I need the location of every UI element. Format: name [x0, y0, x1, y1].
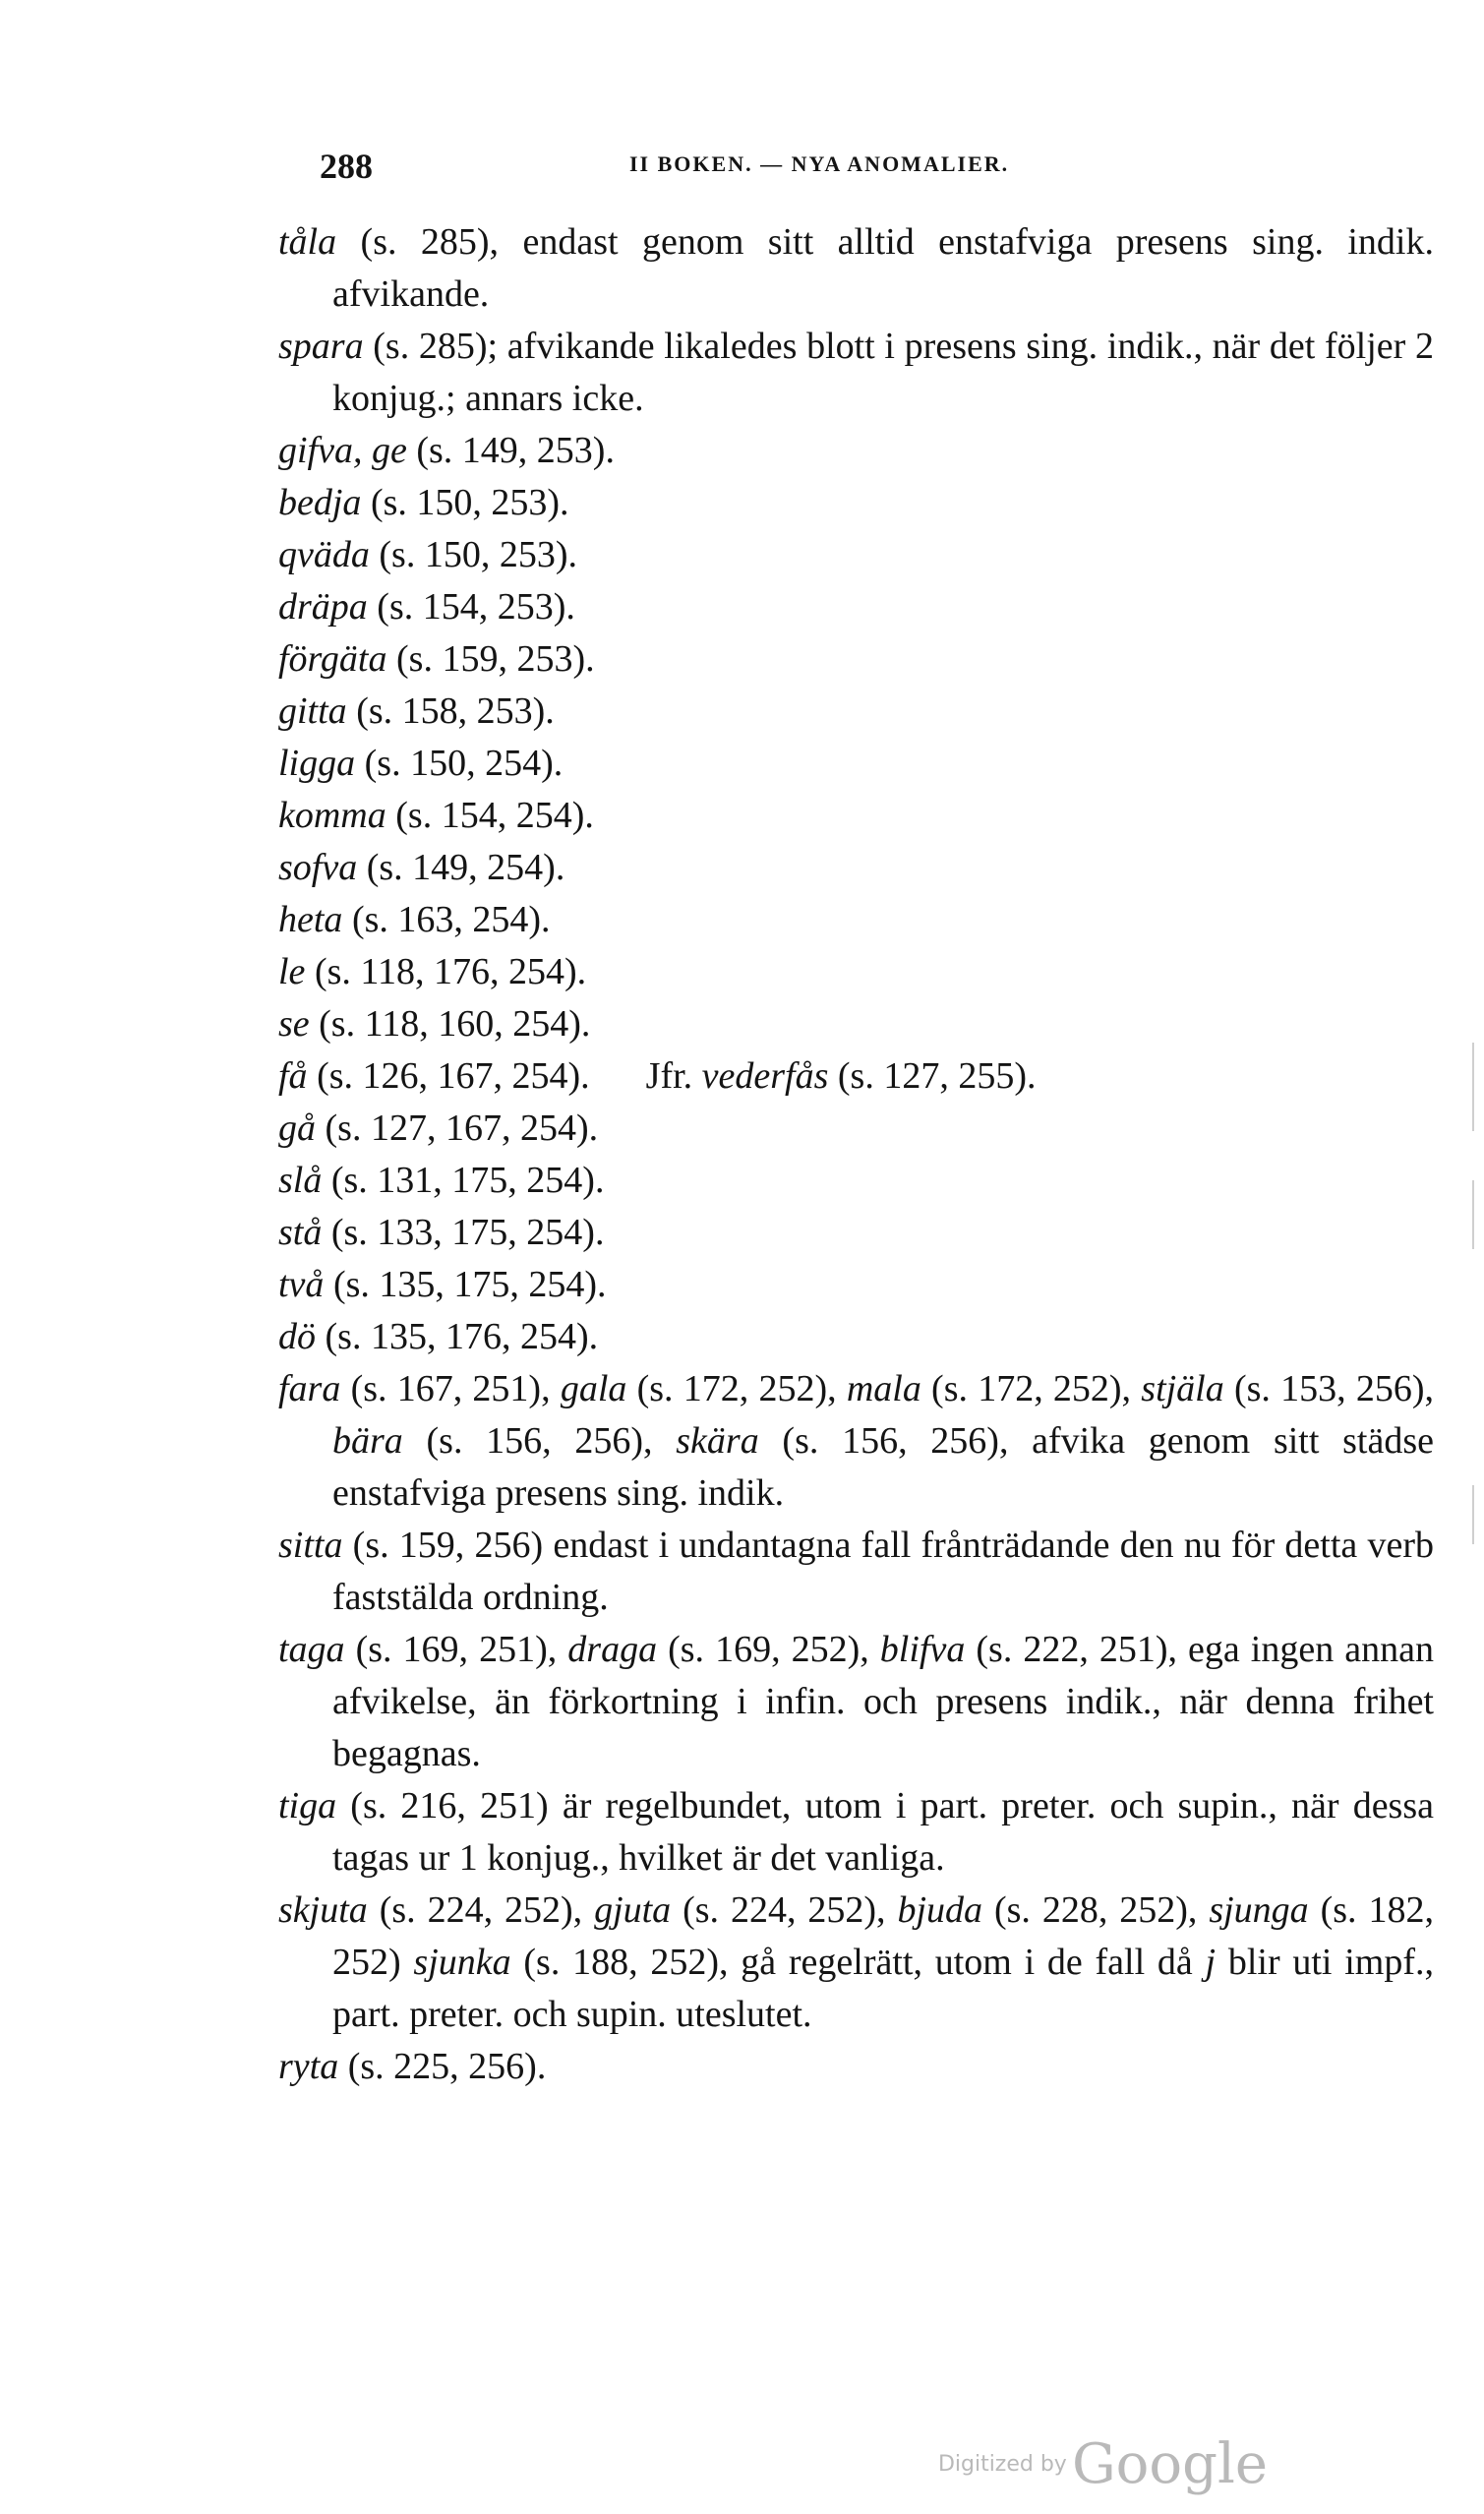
entry-text: (s. 228, 252),: [982, 1889, 1210, 1931]
headword: mala: [846, 1368, 921, 1409]
xref-label: Jfr.: [645, 1055, 693, 1097]
entry: [278, 529, 1434, 581]
entry-text: (s. 127, 167, 254).: [316, 1107, 599, 1149]
running-title: II BOKEN. — NYA ANOMALIER.: [629, 151, 1010, 176]
entry: [278, 581, 1434, 633]
entry: [278, 1050, 1434, 1103]
headword: heta: [278, 899, 343, 940]
entry-text: (s. 216, 251) är regelbundet, utom i part. preter. och supin., när dessa tagas ur 1 konjug., hvilket är det vanliga.: [332, 1785, 1434, 1879]
entry-text: (s. 169, 252),: [657, 1629, 880, 1670]
headword: le: [278, 951, 306, 992]
headword: skjuta: [278, 1889, 368, 1931]
entry: [278, 1624, 1434, 1780]
entry: [278, 842, 1434, 894]
entry: [278, 790, 1434, 842]
entry-text: (s. 163, 254).: [342, 899, 551, 940]
entry: [278, 477, 1434, 529]
entry-text: (s. 150, 254).: [355, 743, 564, 784]
headword: gifva, ge: [278, 430, 407, 471]
entry-text: (s. 150, 253).: [369, 534, 577, 575]
entry-text: (s. 126, 167, 254).: [307, 1055, 590, 1097]
headword: stjäla: [1141, 1368, 1224, 1409]
page-number: 288: [320, 147, 373, 186]
entry: [278, 946, 1434, 998]
headword: tåla: [278, 221, 337, 263]
headword: gjuta: [594, 1889, 672, 1931]
entry-text: (s. 153, 256),: [1223, 1368, 1434, 1409]
entry: [278, 1311, 1434, 1363]
entry: [278, 1780, 1434, 1885]
headword: komma: [278, 795, 386, 836]
entry-text: blir uti impf., part. preter. och supin. uteslutet.: [332, 1942, 1435, 2035]
entry: [278, 1363, 1434, 1520]
entry-text: (s. 222, 251), ega ingen annan afvikelse, än förkortning i infin. och presens indik., när denna frihet begagnas.: [332, 1629, 1434, 1774]
entry: [278, 1207, 1434, 1259]
entry-text: (s. 135, 175, 254).: [324, 1264, 607, 1305]
entry: [278, 216, 1434, 321]
scan-mark: [1472, 1043, 1474, 1131]
headword: gå: [278, 1107, 316, 1149]
entry-text: (s. 135, 176, 254).: [316, 1316, 599, 1357]
entry-text: (s. 149, 254).: [357, 847, 565, 888]
headword: dräpa: [278, 586, 368, 628]
entry-text: (s. 159, 253).: [386, 638, 595, 680]
scan-mark: [1472, 1180, 1474, 1249]
headword: gitta: [278, 690, 347, 732]
entry: [278, 1155, 1434, 1207]
headword: fara: [278, 1368, 341, 1409]
entry: [278, 1259, 1434, 1311]
google-logo: Google: [1071, 2432, 1268, 2496]
headword: sjunka: [413, 1942, 511, 1983]
entry: [278, 2041, 1434, 2093]
entry: [278, 1520, 1434, 1624]
headword: draga: [567, 1629, 658, 1670]
entry-text: (s. 159, 256) endast i undantagna fall frånträdande den nu för detta verb faststälda ordning.: [332, 1525, 1434, 1618]
headword: blifva: [879, 1629, 966, 1670]
headword: sitta: [278, 1525, 343, 1566]
entry-text: (s. 154, 254).: [386, 795, 594, 836]
headword: stå: [278, 1212, 323, 1253]
headword: sofva: [278, 847, 358, 888]
entry: [278, 1103, 1434, 1155]
entry-text: (s. 285); afvikande likaledes blott i presens sing. indik., när det följer 2 konjug.; annars icke.: [332, 326, 1434, 419]
headword: bjuda: [897, 1889, 983, 1931]
entry: [278, 1885, 1434, 2041]
headword: skära: [676, 1420, 759, 1462]
entry-text: (s. 224, 252),: [671, 1889, 898, 1931]
entry-text: (s. 131, 175, 254).: [322, 1160, 605, 1201]
entry-text: (s. 158, 253).: [346, 690, 555, 732]
entry-text: (s. 172, 252),: [626, 1368, 847, 1409]
headword: förgäta: [278, 638, 387, 680]
entry-text: (s. 118, 160, 254).: [309, 1003, 591, 1045]
entry-text: (s. 172, 252),: [920, 1368, 1142, 1409]
entry-text: (s. 224, 252),: [367, 1889, 595, 1931]
entry-text: (s. 154, 253).: [367, 586, 575, 628]
entry-list: [278, 216, 1434, 2093]
entry: [278, 894, 1434, 946]
headword: taga: [278, 1629, 345, 1670]
entry: [278, 738, 1434, 790]
entry-text: (s. 285), endast genom sitt alltid enstafviga presens sing. indik. afvikande.: [332, 221, 1434, 315]
headword: bära: [332, 1420, 403, 1462]
page-header: [320, 146, 1116, 195]
entry-text: (s. 225, 256).: [338, 2046, 547, 2087]
xref-text: (s. 127, 255).: [828, 1055, 1037, 1097]
entry-text: (s. 182, 252): [332, 1889, 1434, 1983]
entry-text: (s. 118, 176, 254).: [305, 951, 587, 992]
watermark: [938, 2432, 1268, 2496]
watermark-prefix: Digitized by: [937, 2452, 1067, 2477]
entry: [278, 425, 1434, 477]
headword: tiga: [278, 1785, 337, 1826]
entry-text: (s. 169, 251),: [344, 1629, 568, 1670]
headword: bedja: [278, 482, 362, 523]
headword: sjunga: [1209, 1889, 1309, 1931]
headword: gala: [560, 1368, 627, 1409]
entry-text: (s. 188, 252), gå regelrätt, utom i de fall då: [510, 1942, 1206, 1983]
headword: två: [278, 1264, 325, 1305]
headword: spara: [278, 326, 364, 367]
entry-text: (s. 150, 253).: [361, 482, 569, 523]
headword: få: [278, 1055, 308, 1097]
headword: ryta: [278, 2046, 339, 2087]
xref-headword: vederfås: [701, 1055, 829, 1097]
headword: dö: [278, 1316, 316, 1357]
headword: se: [278, 1003, 310, 1045]
entry: [278, 633, 1434, 686]
entry: [278, 686, 1434, 738]
headword: j: [1205, 1942, 1217, 1983]
entry-text: (s. 156, 256), afvika genom sitt städse enstafviga presens sing. indik.: [332, 1420, 1434, 1514]
scan-mark: [1472, 1485, 1474, 1544]
entry-text: (s. 156, 256),: [402, 1420, 677, 1462]
entry: [278, 998, 1434, 1050]
entry-text: (s. 149, 253).: [406, 430, 615, 471]
headword: qväda: [278, 534, 370, 575]
spacer: [590, 1055, 646, 1097]
headword: slå: [278, 1160, 323, 1201]
entry-text: (s. 133, 175, 254).: [322, 1212, 605, 1253]
entry-text: (s. 167, 251),: [340, 1368, 561, 1409]
entry: [278, 321, 1434, 425]
headword: ligga: [278, 743, 356, 784]
